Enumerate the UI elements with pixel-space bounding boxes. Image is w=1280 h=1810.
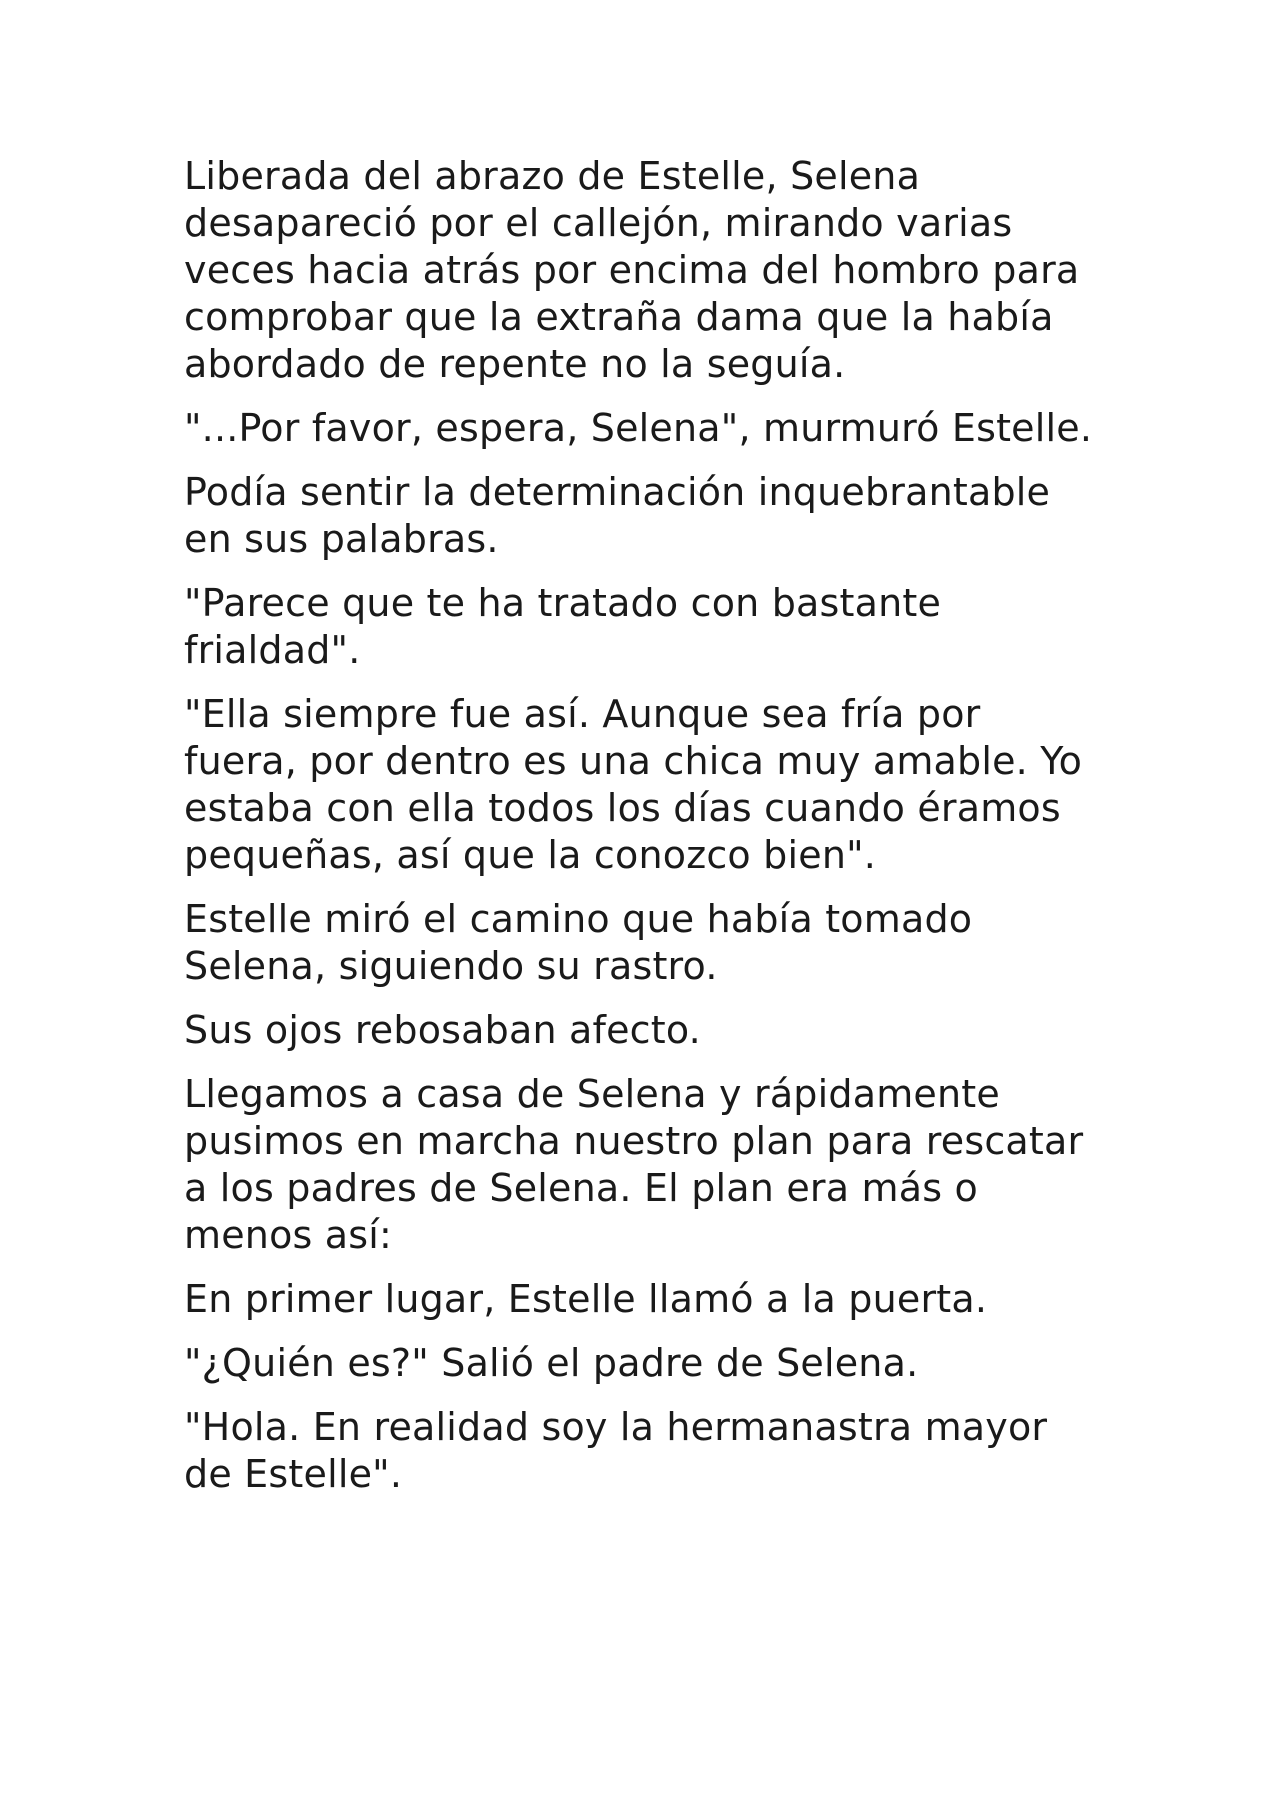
paragraph-9: En primer lugar, Estelle llamó a la puerta.	[184, 1277, 988, 1321]
paragraph-11: "Hola. En realidad soy la hermanastra mayor de Estelle".	[184, 1405, 1048, 1496]
paragraph-1: Liberada del abrazo de Estelle, Selena desapareció por el callejón, mirando varias veces hacia atrás por encima del hombro para comprobar que la extraña dama que la había abordado de repente no la seguía.	[184, 154, 1080, 386]
paragraph-3: Podía sentir la determinación inquebrantable en sus palabras.	[184, 470, 1051, 561]
paragraph-4: "Parece que te ha tratado con bastante frialdad".	[184, 581, 942, 672]
paragraph-5: "Ella siempre fue así. Aunque sea fría por fuera, por dentro es una chica muy amable. Yo estaba con ella todos los días cuando éramos pequeñas, así que la conozco bien".	[184, 692, 1083, 877]
paragraph-7: Sus ojos rebosaban afecto.	[184, 1008, 701, 1052]
body-text	[184, 153, 1104, 1515]
paragraph-10: "¿Quién es?" Salió el padre de Selena.	[184, 1341, 919, 1385]
paragraph-2: "...Por favor, espera, Selena", murmuró Estelle.	[184, 406, 1093, 450]
paragraph-6: Estelle miró el camino que había tomado Selena, siguiendo su rastro.	[184, 897, 973, 988]
paragraph-8: Llegamos a casa de Selena y rápidamente pusimos en marcha nuestro plan para rescatar a los padres de Selena. El plan era más o menos así:	[184, 1072, 1084, 1257]
